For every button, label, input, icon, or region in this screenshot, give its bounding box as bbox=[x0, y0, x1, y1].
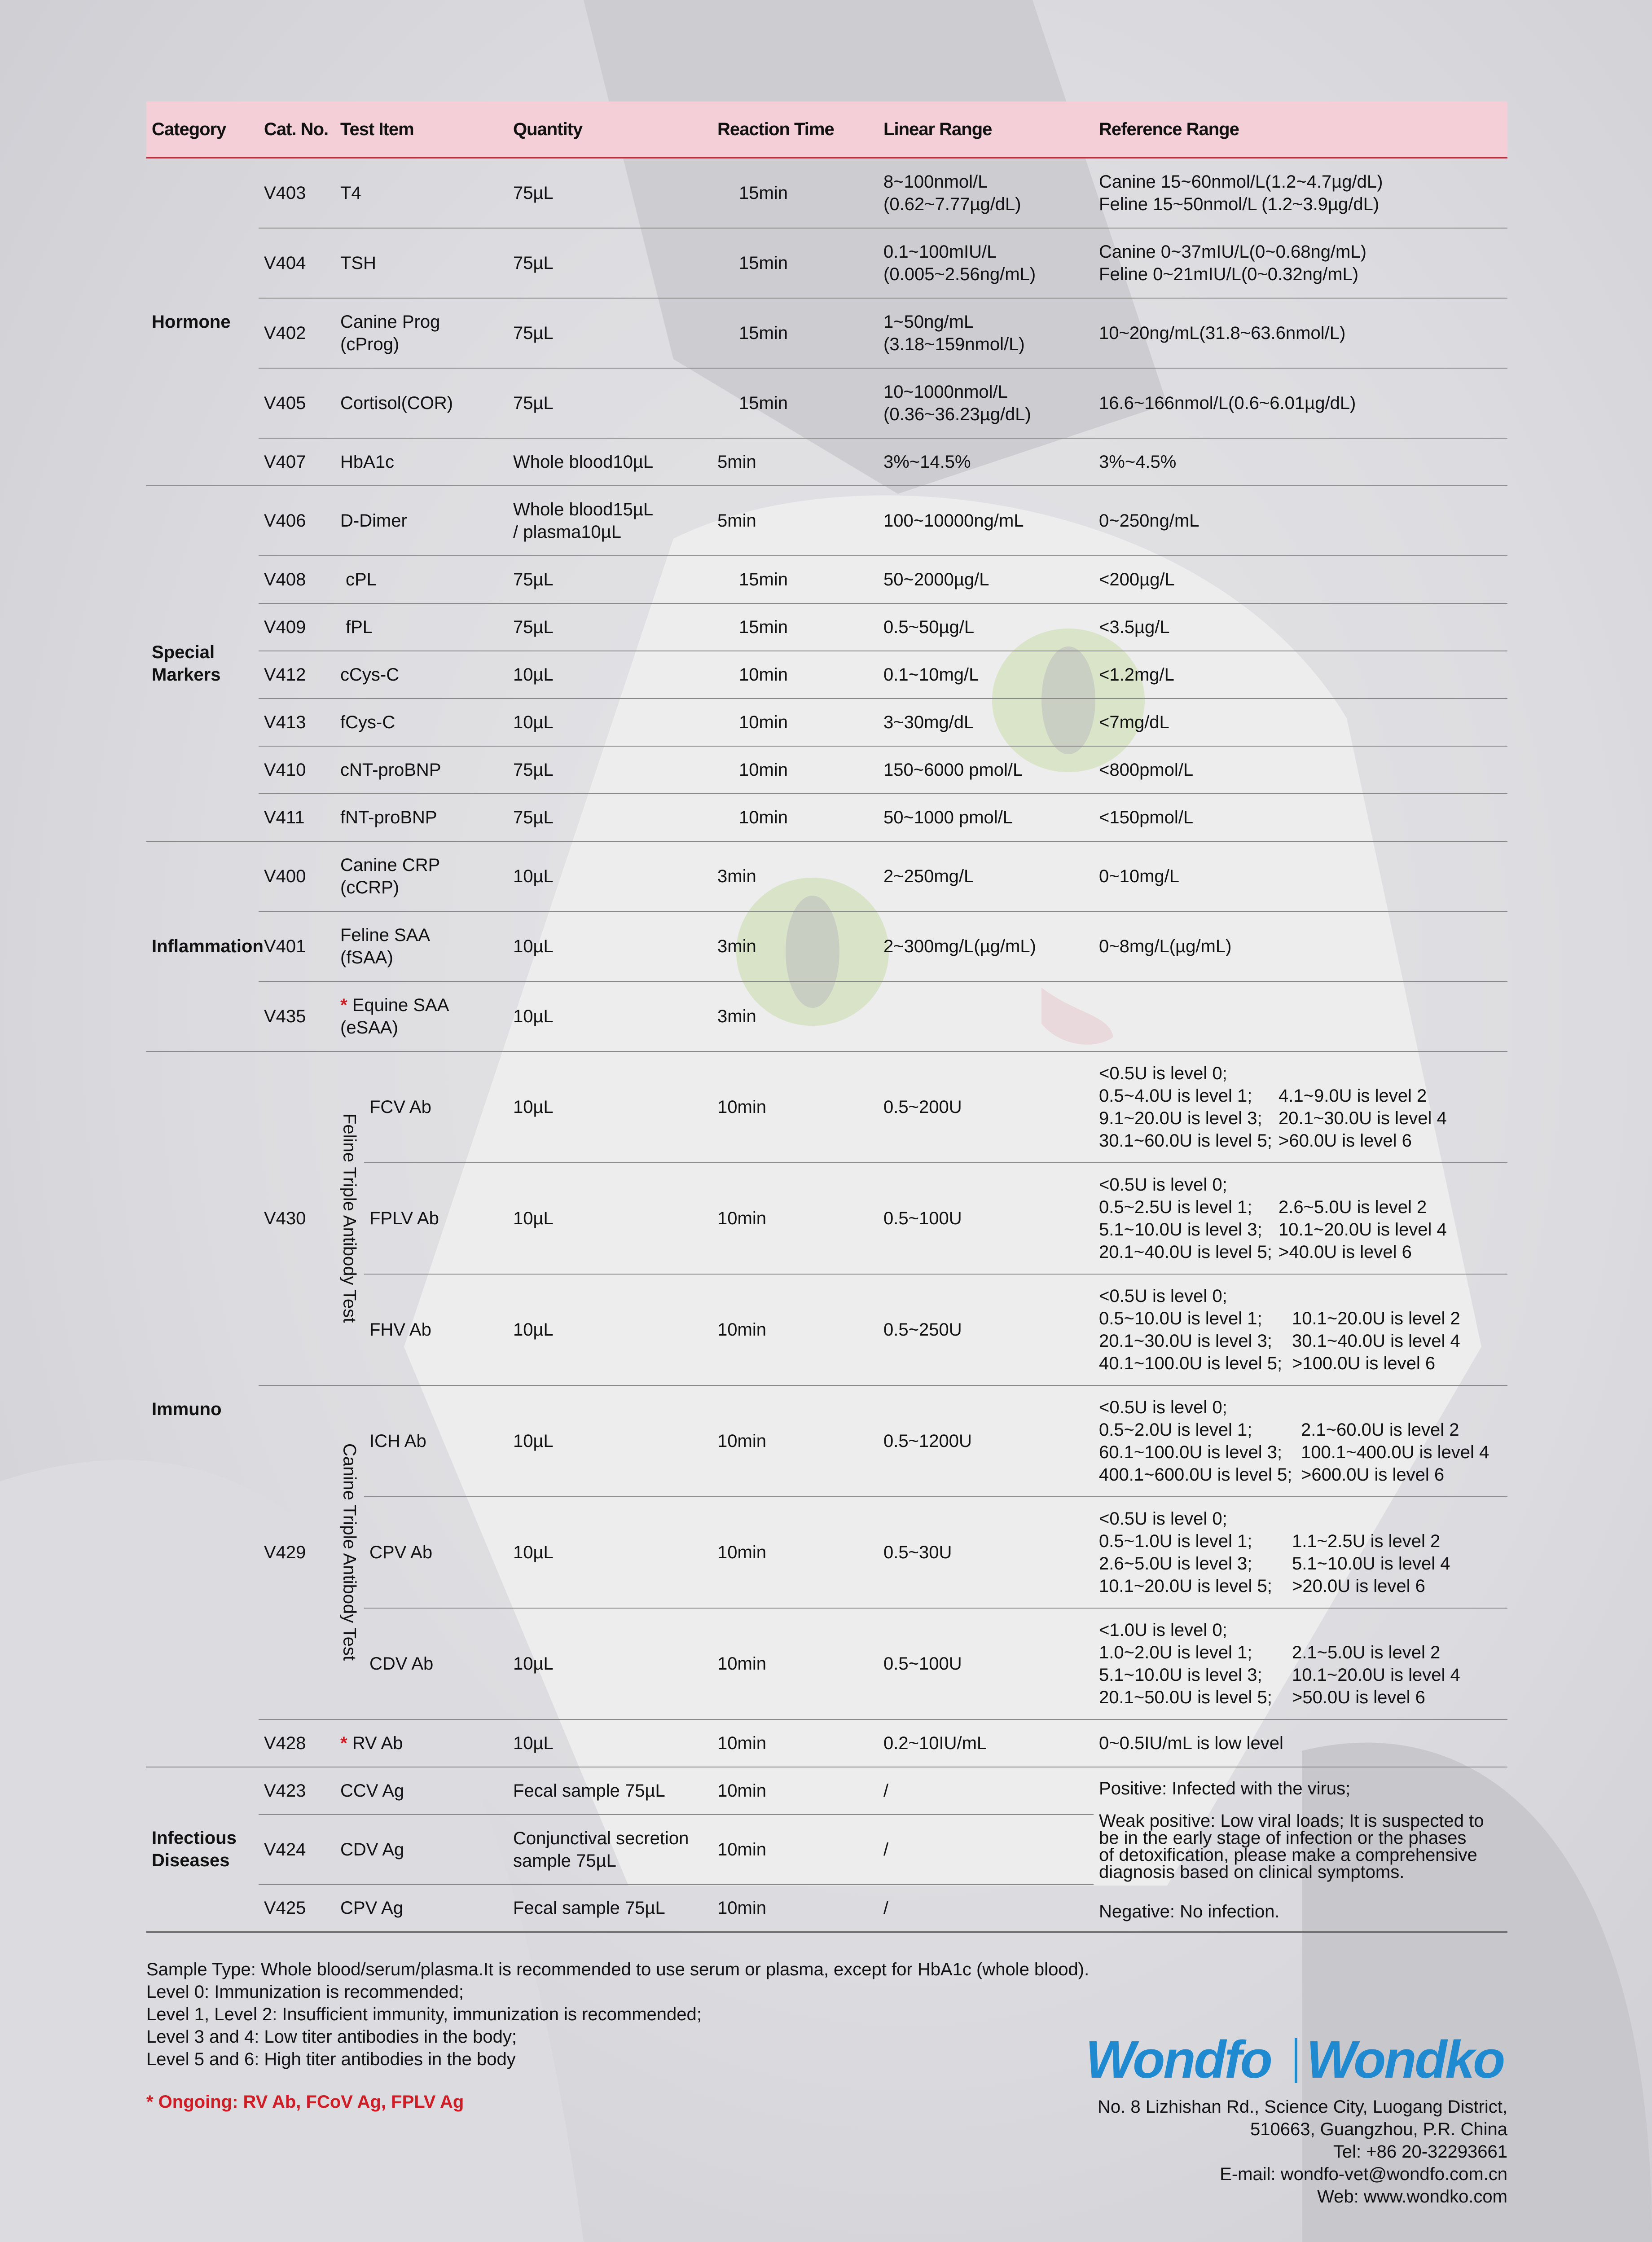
reference-range bbox=[1094, 1497, 1507, 1608]
linear-range bbox=[878, 158, 1094, 228]
reference-line: <0.5U is level 0; bbox=[1099, 1063, 1227, 1083]
cat-no: V402 bbox=[259, 298, 335, 368]
cat-no: V401 bbox=[259, 911, 335, 981]
test-item: D-Dimer bbox=[335, 486, 508, 556]
reaction-time: 10min bbox=[712, 1719, 878, 1767]
linear-range: 100~10000ng/mL bbox=[878, 486, 1094, 556]
table-row bbox=[146, 368, 1507, 438]
reference-range bbox=[1094, 1608, 1507, 1719]
test-spec-table bbox=[146, 101, 1507, 1933]
linear-range: 0.5~30U bbox=[878, 1497, 1094, 1608]
address-line: No. 8 Lizhishan Rd., Science City, Luogang District, bbox=[1097, 2097, 1507, 2117]
footnote: Level 5 and 6: High titer antibodies in the body bbox=[146, 2049, 516, 2069]
test-item: fNT-proBNP bbox=[335, 794, 508, 841]
quantity: 75µL bbox=[508, 298, 712, 368]
footnote: Level 1, Level 2: Insufficient immunity, immunization is recommended; bbox=[146, 2005, 702, 2024]
category-line: Infectious bbox=[152, 1828, 237, 1848]
table-row bbox=[146, 841, 1507, 911]
linear-range: 0.5~250U bbox=[878, 1274, 1094, 1385]
footnotes bbox=[146, 1958, 1089, 2071]
test-item: fCys-C bbox=[335, 699, 508, 746]
table-row bbox=[146, 158, 1507, 228]
linear-range: 0.1~10mg/L bbox=[878, 651, 1094, 699]
brand-wondko: Wondko bbox=[1306, 2034, 1504, 2088]
reference-line: 9.1~20.0U is level 3; bbox=[1099, 1108, 1262, 1128]
reaction-time: 10min bbox=[712, 1608, 878, 1719]
table-row bbox=[146, 486, 1507, 556]
header-reaction-time: Reaction Time bbox=[712, 101, 878, 158]
reference-range bbox=[1094, 1051, 1507, 1163]
test-item-line: (fSAA) bbox=[340, 947, 393, 967]
test-item: TSH bbox=[335, 228, 508, 298]
reference-line: Canine 0~37mIU/L(0~0.68ng/mL) bbox=[1099, 242, 1366, 262]
reference-line: <0.5U is level 0; bbox=[1099, 1397, 1227, 1417]
reference-line: >100.0U is level 6 bbox=[1292, 1353, 1436, 1373]
reference-line: 1.1~2.5U is level 2 bbox=[1292, 1531, 1441, 1551]
address-line: 510663, Guangzhou, P.R. China bbox=[1250, 2119, 1507, 2139]
quantity: 75µL bbox=[508, 158, 712, 228]
reference-line: 20.1~40.0U is level 5; bbox=[1099, 1242, 1272, 1262]
test-item: CDV Ag bbox=[335, 1815, 508, 1885]
reference-range bbox=[1094, 981, 1507, 1051]
quantity: 75µL bbox=[508, 603, 712, 651]
reference-line: 0.5~2.5U is level 1; bbox=[1099, 1197, 1252, 1217]
test-item-line: Equine SAA bbox=[352, 995, 449, 1015]
reference-line: 5.1~10.0U is level 4 bbox=[1292, 1553, 1450, 1574]
linear-range: / bbox=[878, 1767, 1094, 1815]
cat-no: V430 bbox=[259, 1051, 335, 1385]
quantity: 75µL bbox=[508, 228, 712, 298]
reference-line: 30.1~60.0U is level 5; bbox=[1099, 1130, 1272, 1151]
reference-line: 2.6~5.0U is level 3; bbox=[1099, 1553, 1252, 1574]
footnote: Level 3 and 4: Low titer antibodies in the body; bbox=[146, 2027, 517, 2047]
category-immuno: Immuno bbox=[146, 1051, 259, 1767]
reference-line: 0.5~2.0U is level 1; bbox=[1099, 1420, 1252, 1440]
canine-triple-label: Canine Triple Antibody Test bbox=[339, 1443, 360, 1661]
linear-range-line: 0.1~100mIU/L bbox=[883, 242, 997, 262]
reaction-time: 15min bbox=[712, 298, 878, 368]
cat-no: V400 bbox=[259, 841, 335, 911]
reference-range: <150pmol/L bbox=[1094, 794, 1507, 841]
cat-no: V406 bbox=[259, 486, 335, 556]
quantity: 75µL bbox=[508, 368, 712, 438]
linear-range: 3~30mg/dL bbox=[878, 699, 1094, 746]
cat-no: V408 bbox=[259, 556, 335, 603]
linear-range bbox=[878, 228, 1094, 298]
quantity: Fecal sample 75µL bbox=[508, 1885, 712, 1932]
reference-range bbox=[1094, 1163, 1507, 1274]
ongoing-note: * Ongoing: RV Ab, FCoV Ag, FPLV Ag bbox=[146, 2092, 464, 2112]
category-line: Special bbox=[152, 642, 215, 662]
header-quantity: Quantity bbox=[508, 101, 712, 158]
test-item bbox=[335, 911, 508, 981]
test-item: cNT-proBNP bbox=[335, 746, 508, 794]
test-item: fPL bbox=[335, 603, 508, 651]
reference-line: >60.0U is level 6 bbox=[1279, 1130, 1412, 1151]
reaction-time: 3min bbox=[712, 981, 878, 1051]
reference-line: Canine 15~60nmol/L(1.2~4.7µg/dL) bbox=[1099, 171, 1383, 192]
reference-weak-line: diagnosis based on clinical symptoms. bbox=[1099, 1862, 1405, 1882]
linear-range: 50~2000µg/L bbox=[878, 556, 1094, 603]
category-special-markers bbox=[146, 486, 259, 841]
cat-no: V412 bbox=[259, 651, 335, 699]
reaction-time: 10min bbox=[712, 1767, 878, 1815]
linear-range: 0.5~100U bbox=[878, 1163, 1094, 1274]
cat-no: V423 bbox=[259, 1767, 335, 1815]
reference-line: 0.5~10.0U is level 1; bbox=[1099, 1308, 1262, 1328]
reference-range: 16.6~166nmol/L(0.6~6.01µg/dL) bbox=[1094, 368, 1507, 438]
table-row bbox=[146, 298, 1507, 368]
cat-no: V405 bbox=[259, 368, 335, 438]
reference-line: >20.0U is level 6 bbox=[1292, 1576, 1425, 1596]
linear-range-line: (0.36~36.23µg/dL) bbox=[883, 404, 1031, 424]
reference-line: 60.1~100.0U is level 3; bbox=[1099, 1442, 1283, 1462]
linear-range bbox=[878, 981, 1094, 1051]
reference-line: >50.0U is level 6 bbox=[1292, 1687, 1425, 1707]
reaction-time: 10min bbox=[712, 1497, 878, 1608]
reference-weak-line: of detoxification, please make a comprehensive bbox=[1099, 1845, 1477, 1865]
test-item: cCys-C bbox=[335, 651, 508, 699]
test-item-line: (cCRP) bbox=[340, 877, 400, 897]
test-item: ICH Ab bbox=[364, 1385, 508, 1497]
reaction-time: 15min bbox=[712, 368, 878, 438]
cat-no: V424 bbox=[259, 1815, 335, 1885]
header-test-item: Test Item bbox=[335, 101, 508, 158]
test-item: CCV Ag bbox=[335, 1767, 508, 1815]
linear-range: 3%~14.5% bbox=[878, 438, 1094, 486]
header-cat-no: Cat. No. bbox=[259, 101, 335, 158]
brand-wondfo: Wondfo bbox=[1085, 2034, 1271, 2088]
quantity: Whole blood10µL bbox=[508, 438, 712, 486]
linear-range-line: 8~100nmol/L bbox=[883, 171, 988, 192]
reference-range: 10~20ng/mL(31.8~63.6nmol/L) bbox=[1094, 298, 1507, 368]
reference-line: >600.0U is level 6 bbox=[1301, 1464, 1445, 1485]
brand-logo bbox=[1085, 2034, 1507, 2088]
reference-line: 30.1~40.0U is level 4 bbox=[1292, 1331, 1460, 1351]
website: Web: www.wondko.com bbox=[1317, 2187, 1507, 2207]
reaction-time: 10min bbox=[712, 1385, 878, 1497]
reference-range: 0~8mg/L(µg/mL) bbox=[1094, 911, 1507, 981]
category-line: Markers bbox=[152, 664, 221, 685]
reference-positive: Positive: Infected with the virus; bbox=[1099, 1778, 1351, 1798]
table-row bbox=[146, 1719, 1507, 1767]
reference-line: 10.1~20.0U is level 4 bbox=[1279, 1219, 1447, 1240]
linear-range-line: (0.005~2.56ng/mL) bbox=[883, 264, 1036, 284]
quantity: 10µL bbox=[508, 981, 712, 1051]
reference-line: 10.1~20.0U is level 2 bbox=[1292, 1308, 1460, 1328]
reference-line: <1.0U is level 0; bbox=[1099, 1620, 1227, 1640]
reference-line: 0.5~4.0U is level 1; bbox=[1099, 1086, 1252, 1106]
category-inflammation: Inflammation bbox=[146, 841, 259, 1051]
table-row bbox=[146, 746, 1507, 794]
header-linear-range: Linear Range bbox=[878, 101, 1094, 158]
footnote: Sample Type: Whole blood/serum/plasma.It is recommended to use serum or plasma, except for HbA1c (whole blood). bbox=[146, 1960, 1090, 1979]
quantity-line: Conjunctival secretion bbox=[513, 1828, 689, 1848]
test-item bbox=[335, 841, 508, 911]
linear-range: 2~250mg/L bbox=[878, 841, 1094, 911]
table-row bbox=[146, 1385, 1507, 1497]
test-item-line: (cProg) bbox=[340, 334, 400, 354]
reference-line: <0.5U is level 0; bbox=[1099, 1286, 1227, 1306]
quantity: 10µL bbox=[508, 699, 712, 746]
reaction-time: 15min bbox=[712, 556, 878, 603]
linear-range-line: (3.18~159nmol/L) bbox=[883, 334, 1025, 354]
reference-line: >40.0U is level 6 bbox=[1279, 1242, 1412, 1262]
reference-line: 5.1~10.0U is level 3; bbox=[1099, 1665, 1262, 1685]
quantity: 10µL bbox=[508, 1719, 712, 1767]
table-row bbox=[146, 699, 1507, 746]
cat-no: V435 bbox=[259, 981, 335, 1051]
reference-range bbox=[1094, 1385, 1507, 1497]
reaction-time: 15min bbox=[712, 228, 878, 298]
table-row bbox=[146, 228, 1507, 298]
linear-range-line: 10~1000nmol/L bbox=[883, 382, 1008, 402]
quantity: 10µL bbox=[508, 651, 712, 699]
reaction-time: 5min bbox=[712, 438, 878, 486]
linear-range: 0.5~50µg/L bbox=[878, 603, 1094, 651]
test-item-line: (eSAA) bbox=[340, 1017, 398, 1037]
reference-weak-line: be in the early stage of infection or the phases bbox=[1099, 1828, 1467, 1848]
linear-range: 0.5~200U bbox=[878, 1051, 1094, 1163]
test-item-line: Feline SAA bbox=[340, 925, 431, 945]
reference-range: <800pmol/L bbox=[1094, 746, 1507, 794]
reaction-time: 10min bbox=[712, 746, 878, 794]
quantity: 10µL bbox=[508, 1274, 712, 1385]
reference-range: <7mg/dL bbox=[1094, 699, 1507, 746]
linear-range bbox=[878, 368, 1094, 438]
feline-triple-label: Feline Triple Antibody Test bbox=[339, 1113, 360, 1323]
reference-line: Feline 15~50nmol/L (1.2~3.9µg/dL) bbox=[1099, 194, 1380, 214]
reaction-time: 10min bbox=[712, 1815, 878, 1885]
test-item-line: RV Ab bbox=[352, 1733, 403, 1753]
reference-range: 0~10mg/L bbox=[1094, 841, 1507, 911]
quantity: 10µL bbox=[508, 1608, 712, 1719]
reference-range: <1.2mg/L bbox=[1094, 651, 1507, 699]
quantity-line: / plasma10µL bbox=[513, 522, 621, 542]
linear-range: / bbox=[878, 1885, 1094, 1932]
table-row bbox=[146, 603, 1507, 651]
reference-range bbox=[1094, 228, 1507, 298]
quantity bbox=[508, 1815, 712, 1885]
reference-negative: Negative: No infection. bbox=[1099, 1901, 1280, 1921]
header-reference-range: Reference Range bbox=[1094, 101, 1507, 158]
category-line: Diseases bbox=[152, 1851, 230, 1871]
quantity: 10µL bbox=[508, 841, 712, 911]
reference-range: <200µg/L bbox=[1094, 556, 1507, 603]
reference-line: 1.0~2.0U is level 1; bbox=[1099, 1642, 1252, 1662]
email: E-mail: wondfo-vet@wondfo.com.cn bbox=[1220, 2164, 1507, 2184]
reaction-time: 10min bbox=[712, 651, 878, 699]
test-item: cPL bbox=[335, 556, 508, 603]
test-item bbox=[335, 1719, 508, 1767]
linear-range: 50~1000 pmol/L bbox=[878, 794, 1094, 841]
quantity-line: sample 75µL bbox=[513, 1851, 616, 1871]
reaction-time: 10min bbox=[712, 1274, 878, 1385]
reference-line: 10.1~20.0U is level 5; bbox=[1099, 1576, 1272, 1596]
test-item: T4 bbox=[335, 158, 508, 228]
reference-range: 0~250ng/mL bbox=[1094, 486, 1507, 556]
reference-line: 2.6~5.0U is level 2 bbox=[1279, 1197, 1427, 1217]
linear-range: 150~6000 pmol/L bbox=[878, 746, 1094, 794]
reaction-time: 15min bbox=[712, 158, 878, 228]
linear-range: 0.2~10IU/mL bbox=[878, 1719, 1094, 1767]
reference-line: 4.1~9.0U is level 2 bbox=[1279, 1086, 1427, 1106]
quantity: 75µL bbox=[508, 746, 712, 794]
reaction-time: 5min bbox=[712, 486, 878, 556]
test-item: FCV Ab bbox=[364, 1051, 508, 1163]
table-row bbox=[146, 981, 1507, 1051]
quantity: 75µL bbox=[508, 556, 712, 603]
cat-no: V413 bbox=[259, 699, 335, 746]
reaction-time: 10min bbox=[712, 794, 878, 841]
cat-no: V407 bbox=[259, 438, 335, 486]
test-item: HbA1c bbox=[335, 438, 508, 486]
reference-line: 2.1~5.0U is level 2 bbox=[1292, 1642, 1441, 1662]
table-row bbox=[146, 438, 1507, 486]
reaction-time: 10min bbox=[712, 1051, 878, 1163]
reference-line: <0.5U is level 0; bbox=[1099, 1174, 1227, 1195]
table-row bbox=[146, 1767, 1507, 1815]
reference-line: 100.1~400.0U is level 4 bbox=[1301, 1442, 1489, 1462]
reference-range bbox=[1094, 158, 1507, 228]
linear-range-line: 1~50ng/mL bbox=[883, 312, 974, 332]
quantity: 10µL bbox=[508, 1497, 712, 1608]
test-item: FHV Ab bbox=[364, 1274, 508, 1385]
reference-line: 20.1~30.0U is level 3; bbox=[1099, 1331, 1272, 1351]
reference-line: 5.1~10.0U is level 3; bbox=[1099, 1219, 1262, 1240]
footnote: Level 0: Immunization is recommended; bbox=[146, 1982, 464, 2002]
quantity: 10µL bbox=[508, 1051, 712, 1163]
ongoing-star-icon: * bbox=[340, 1733, 347, 1753]
quantity: 10µL bbox=[508, 911, 712, 981]
table-row bbox=[146, 651, 1507, 699]
phone: Tel: +86 20-32293661 bbox=[1333, 2142, 1507, 2162]
category-infectious-diseases bbox=[146, 1767, 259, 1932]
cat-no: V403 bbox=[259, 158, 335, 228]
table-row bbox=[146, 556, 1507, 603]
test-item: CDV Ab bbox=[364, 1608, 508, 1719]
ongoing-star-icon: * bbox=[340, 995, 347, 1015]
category-hormone: Hormone bbox=[146, 158, 259, 486]
reference-line: 10.1~20.0U is level 4 bbox=[1292, 1665, 1460, 1685]
test-item: FPLV Ab bbox=[364, 1163, 508, 1274]
reaction-time: 3min bbox=[712, 911, 878, 981]
linear-range bbox=[878, 298, 1094, 368]
cat-no: V409 bbox=[259, 603, 335, 651]
reference-range: <3.5µg/L bbox=[1094, 603, 1507, 651]
table-row bbox=[146, 1051, 1507, 1163]
cat-no: V404 bbox=[259, 228, 335, 298]
linear-range-line: (0.62~7.77µg/dL) bbox=[883, 194, 1021, 214]
reference-line: 400.1~600.0U is level 5; bbox=[1099, 1464, 1292, 1485]
reaction-time: 10min bbox=[712, 1885, 878, 1932]
reference-line: 0.5~1.0U is level 1; bbox=[1099, 1531, 1252, 1551]
test-item-line: Canine CRP bbox=[340, 855, 440, 875]
cat-no: V429 bbox=[259, 1385, 335, 1719]
linear-range: 0.5~100U bbox=[878, 1608, 1094, 1719]
quantity-line: Whole blood15µL bbox=[513, 499, 654, 519]
cat-no: V425 bbox=[259, 1885, 335, 1932]
test-item: CPV Ag bbox=[335, 1885, 508, 1932]
reference-weak-line: Weak positive: Low viral loads; It is suspected to bbox=[1099, 1811, 1484, 1831]
quantity: 75µL bbox=[508, 794, 712, 841]
reference-line: Feline 0~21mIU/L(0~0.32ng/mL) bbox=[1099, 264, 1359, 284]
linear-range: 0.5~1200U bbox=[878, 1385, 1094, 1497]
reaction-time: 15min bbox=[712, 603, 878, 651]
test-item bbox=[335, 298, 508, 368]
cat-no: V428 bbox=[259, 1719, 335, 1767]
reference-range bbox=[1094, 1274, 1507, 1385]
reaction-time: 10min bbox=[712, 1163, 878, 1274]
reference-line: 40.1~100.0U is level 5; bbox=[1099, 1353, 1283, 1373]
linear-range: / bbox=[878, 1815, 1094, 1885]
table-row bbox=[146, 911, 1507, 981]
quantity: Fecal sample 75µL bbox=[508, 1767, 712, 1815]
reference-range: 0~0.5IU/mL is low level bbox=[1094, 1719, 1507, 1767]
cat-no: V411 bbox=[259, 794, 335, 841]
reference-line: <0.5U is level 0; bbox=[1099, 1508, 1227, 1529]
reference-range: 3%~4.5% bbox=[1094, 438, 1507, 486]
quantity bbox=[508, 486, 712, 556]
table-header bbox=[146, 101, 1507, 158]
reference-range-infectious bbox=[1094, 1767, 1507, 1932]
test-item: CPV Ab bbox=[364, 1497, 508, 1608]
reaction-time: 3min bbox=[712, 841, 878, 911]
reaction-time: 10min bbox=[712, 699, 878, 746]
test-item bbox=[335, 981, 508, 1051]
test-item-line: Canine Prog bbox=[340, 312, 440, 332]
cat-no: V410 bbox=[259, 746, 335, 794]
reference-line: 2.1~60.0U is level 2 bbox=[1301, 1420, 1459, 1440]
reference-line: 20.1~30.0U is level 4 bbox=[1279, 1108, 1447, 1128]
quantity: 10µL bbox=[508, 1385, 712, 1497]
quantity: 10µL bbox=[508, 1163, 712, 1274]
table-row bbox=[146, 794, 1507, 841]
linear-range: 2~300mg/L(µg/mL) bbox=[878, 911, 1094, 981]
contact-info bbox=[1098, 2096, 1507, 2208]
header-category: Category bbox=[146, 101, 259, 158]
reference-line: 20.1~50.0U is level 5; bbox=[1099, 1687, 1272, 1707]
test-item: Cortisol(COR) bbox=[335, 368, 508, 438]
